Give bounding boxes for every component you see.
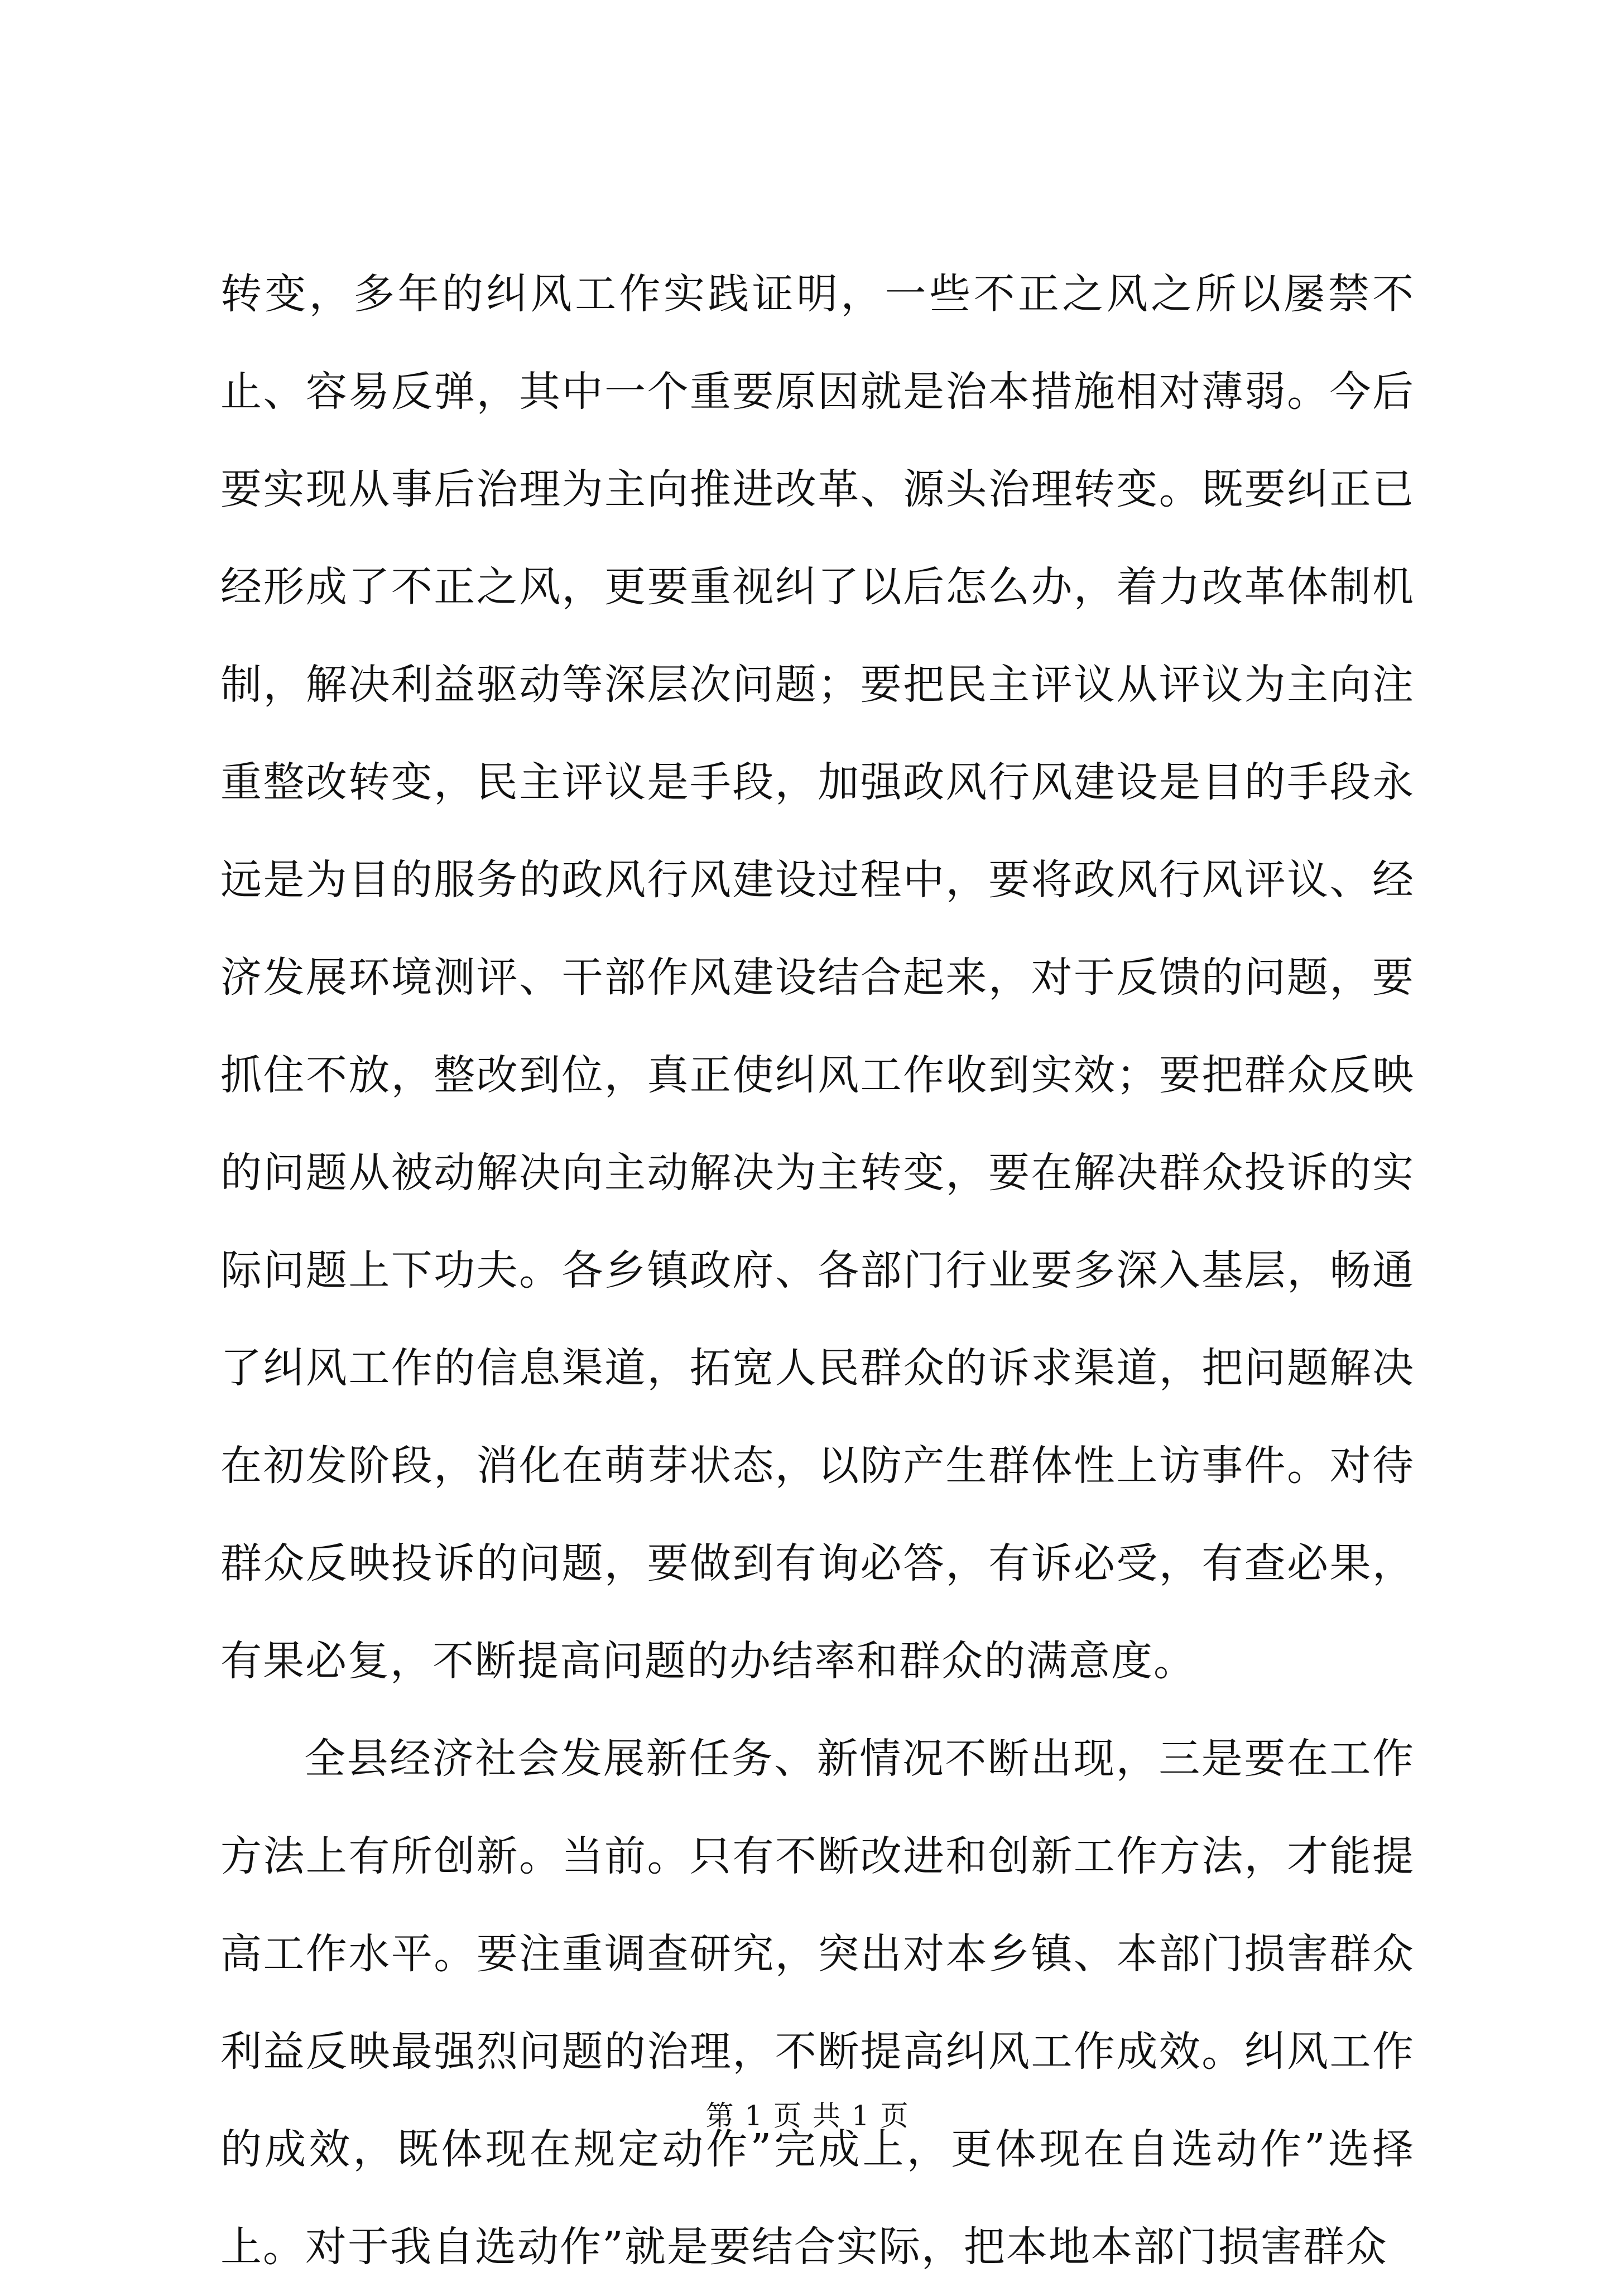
document-body: [220, 246, 1415, 2296]
page-footer: 第 1 页 共 1 页: [705, 2100, 910, 2132]
paragraph-2: 全县经济社会发展新任务、新情况不断出现，三是要在工作方法上有所创新。当前。只有不断改进和创新工作方法，才能提高工作水平。要注重调查研究，突出对本乡镇、本部门损害群众利益反映最强烈问题的治理，不断提高纠风工作成效。纠风工作的成效，既体现在规定动作”完成上，更体现在自选动作”选择上。对于我自选动作”就是要结合实际，把本地本部门损害群众: [220, 1735, 1415, 2271]
paragraph-1: 转变，多年的纠风工作实践证明，一些不正之风之所以屡禁不止、容易反弹，其中一个重要原因就是治本措施相对薄弱。今后要实现从事后治理为主向推进改革、源头治理转变。既要纠正已经形成了不正之风，更要重视纠了以后怎么办，着力改革体制机制，解决利益驱动等深层次问题；要把民主评议从评议为主向注重整改转变，民主评议是手段，加强政风行风建设是目的手段永远是为目的服务的政风行风建设过程中，要将政风行风评议、经济发展环境测评、干部作风建设结合起来，对于反馈的问题，要抓住不放，整改到位，真正使纠风工作收到实效；要把群众反映的问题从被动解决向主动解决为主转变，要在解决群众投诉的实际问题上下功夫。各乡镇政府、各部门行业要多深入基层，畅通了纠风工作的信息渠道，拓宽人民群众的诉求渠道，把问题解决在初发阶段，消化在萌芽状态，以防产生群体性上访事件。对待群众反映投诉的问题，要做到有询必答，有诉必受，有查必果，有果必复，不断提高问题的办结率和群众的满意度。: [220, 270, 1415, 1685]
